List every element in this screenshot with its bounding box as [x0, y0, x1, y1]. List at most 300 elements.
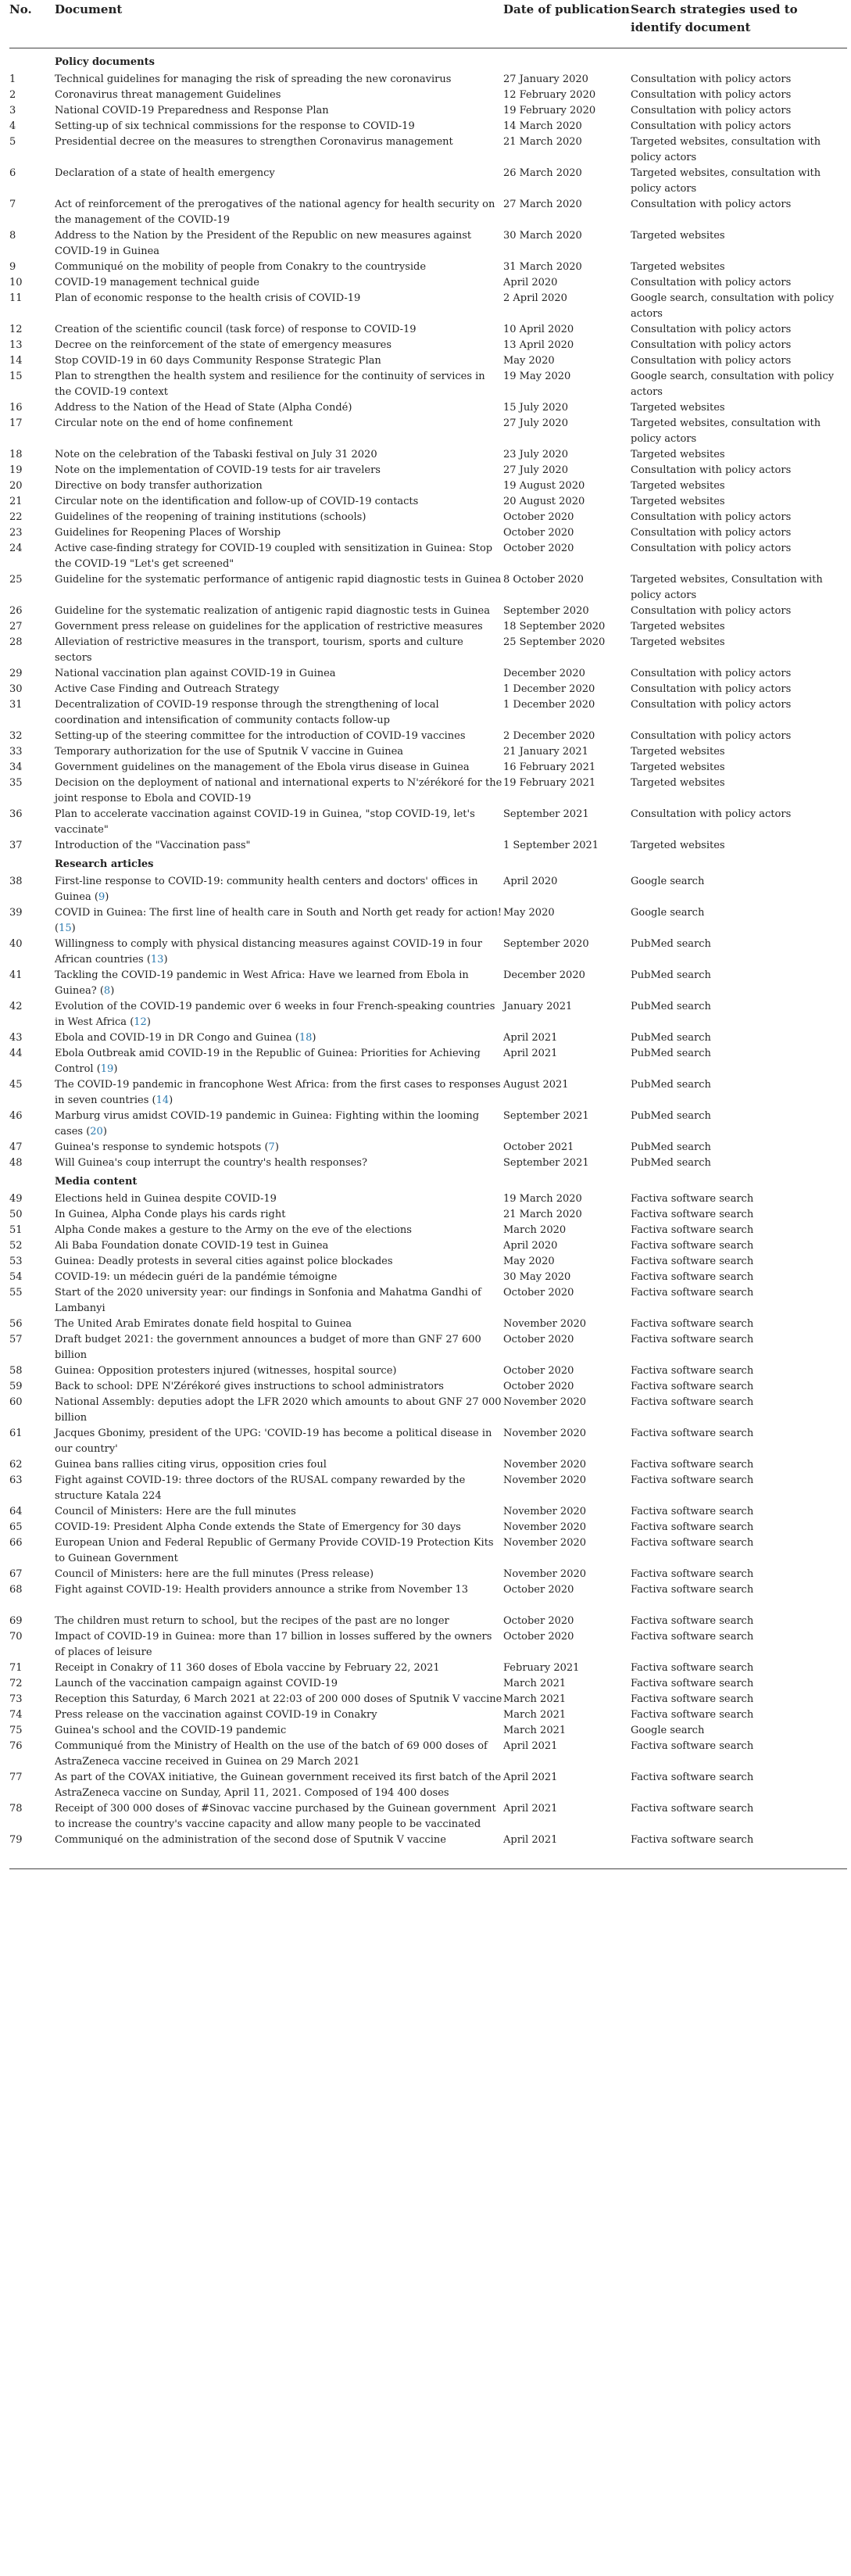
row-date: October 2020 — [503, 1287, 574, 1299]
row-document: Circular note on the end of home confinement — [55, 417, 293, 429]
citation-link[interactable]: 18 — [299, 1032, 313, 1044]
table-row — [9, 541, 847, 572]
row-document: Impact of COVID-19 in Guinea: more than 17 billion in losses suffered by the owners of places of leisure — [55, 1631, 492, 1658]
row-date: October 2020 — [503, 1365, 574, 1377]
section-spacer — [9, 854, 55, 874]
table-row — [9, 776, 847, 807]
row-document: National vaccination plan against COVID-19 in Guinea — [55, 668, 336, 679]
table-row — [9, 635, 847, 666]
row-date: 18 September 2020 — [503, 621, 606, 632]
row-search-strategy: Factiva software search — [631, 1631, 754, 1643]
row-search-strategy: Factiva software search — [631, 1334, 754, 1345]
row-number: 54 — [9, 1271, 23, 1283]
row-number: 41 — [9, 969, 23, 981]
section-row-policy — [9, 48, 847, 73]
row-search-strategy: Consultation with policy actors — [631, 511, 792, 523]
citation-link[interactable]: 14 — [156, 1095, 170, 1106]
row-date: 30 May 2020 — [503, 1271, 571, 1283]
row-document: Ali Baba Foundation donate COVID-19 test in Guinea — [55, 1240, 329, 1252]
row-search-strategy: Consultation with policy actors — [631, 464, 792, 476]
row-document: The COVID-19 pandemic in francophone West Africa: from the first cases to responses in seven countries (14) — [55, 1079, 501, 1106]
row-number: 12 — [9, 324, 23, 335]
row-document: Guinea: Deadly protests in several cities against police blockades — [55, 1256, 393, 1267]
row-document: Plan of economic response to the health crisis of COVID-19 — [55, 292, 361, 304]
row-document: Marburg virus amidst COVID-19 pandemic in Guinea: Fighting within the looming cases (20) — [55, 1110, 480, 1138]
row-date: November 2020 — [503, 1474, 587, 1486]
row-number: 63 — [9, 1474, 23, 1486]
row-search-strategy: Factiva software search — [631, 1381, 754, 1392]
row-search-strategy: Factiva software search — [631, 1537, 754, 1549]
table-row — [9, 682, 847, 697]
row-number: 55 — [9, 1287, 23, 1299]
table-row — [9, 338, 847, 353]
row-number: 51 — [9, 1224, 23, 1236]
row-document: Guidelines of the reopening of training institutions (schools) — [55, 511, 367, 523]
row-document: Launch of the vaccination campaign against COVID-19 — [55, 1678, 338, 1689]
row-search-strategy: Google search — [631, 907, 705, 919]
table-row — [9, 197, 847, 228]
row-date: 27 March 2020 — [503, 199, 582, 210]
row-search-strategy: Targeted websites — [631, 261, 725, 273]
row-search-strategy: Google search — [631, 876, 705, 887]
row-number: 30 — [9, 683, 23, 695]
row-number: 42 — [9, 1001, 23, 1012]
table-row — [9, 260, 847, 275]
row-number: 26 — [9, 605, 23, 617]
row-number: 72 — [9, 1678, 23, 1689]
section-spacer — [9, 48, 55, 73]
table-row — [9, 166, 847, 197]
row-number: 7 — [9, 199, 16, 210]
citation-link[interactable]: 20 — [90, 1126, 103, 1138]
row-date: October 2020 — [503, 1631, 574, 1643]
row-date: August 2021 — [503, 1079, 569, 1091]
row-number: 38 — [9, 876, 23, 887]
row-date: October 2020 — [503, 511, 574, 523]
row-document: Alleviation of restrictive measures in the transport, tourism, sports and culture sectors — [55, 636, 463, 664]
row-date: December 2020 — [503, 969, 585, 981]
row-document: Guidelines for Reopening Places of Worship — [55, 527, 281, 539]
row-date: September 2021 — [503, 1157, 589, 1169]
table-row — [9, 1395, 847, 1426]
row-search-strategy: Targeted websites — [631, 777, 725, 789]
table-row — [9, 1504, 847, 1520]
table-row — [9, 103, 847, 119]
row-document: Government guidelines on the management of the Ebola virus disease in Guinea — [55, 761, 470, 773]
row-document: Start of the 2020 university year: our findings in Sonfonia and Mahatma Gandhi of Lambanyi — [55, 1287, 481, 1314]
row-number: 36 — [9, 808, 23, 820]
table-row — [9, 322, 847, 338]
row-search-strategy: Targeted websites, consultation with policy actors — [631, 136, 821, 163]
row-date: 12 February 2020 — [503, 89, 596, 101]
row-date: 1 December 2020 — [503, 683, 595, 695]
row-document: COVID-19: un médecin guéri de la pandémie témoigne — [55, 1271, 338, 1283]
row-document: Receipt of 300 000 doses of #Sinovac vaccine purchased by the Guinean government to increase the country's vaccine capacity and allow many people to be vaccinated — [55, 1803, 496, 1830]
row-number: 77 — [9, 1772, 23, 1783]
row-search-strategy: PubMed search — [631, 1032, 711, 1044]
row-document: Address to the Nation by the President of the Republic on new measures against COVID-19 in Guinea — [55, 230, 472, 257]
row-date: April 2021 — [503, 1803, 558, 1815]
row-document: Introduction of the "Vaccination pass" — [55, 840, 251, 851]
row-search-strategy: Factiva software search — [631, 1678, 754, 1689]
row-date: 27 July 2020 — [503, 464, 568, 476]
row-date: 14 March 2020 — [503, 120, 582, 132]
row-date: 16 February 2021 — [503, 761, 596, 773]
row-search-strategy: Consultation with policy actors — [631, 605, 792, 617]
table-row — [9, 1317, 847, 1332]
row-document: Coronavirus threat management Guidelines — [55, 89, 281, 101]
table-row — [9, 874, 847, 905]
row-document: National COVID-19 Preparedness and Response Plan — [55, 105, 329, 116]
citation-link[interactable]: 19 — [100, 1063, 114, 1075]
table-row — [9, 666, 847, 682]
row-number: 15 — [9, 371, 23, 382]
section-title: Policy documents — [55, 56, 155, 68]
row-date: November 2020 — [503, 1396, 587, 1408]
table-row — [9, 1223, 847, 1238]
row-search-strategy: PubMed search — [631, 1110, 711, 1122]
table-row — [9, 1140, 847, 1155]
row-document: Press release on the vaccination against COVID-19 in Conakry — [55, 1709, 377, 1721]
row-number: 17 — [9, 417, 23, 429]
row-document: Tackling the COVID-19 pandemic in West Africa: Have we learned from Ebola in Guinea? (8) — [55, 969, 469, 997]
table-row — [9, 416, 847, 447]
table-row — [9, 1473, 847, 1504]
row-date: December 2020 — [503, 668, 585, 679]
row-search-strategy: Targeted websites — [631, 402, 725, 414]
row-search-strategy: Consultation with policy actors — [631, 339, 792, 351]
row-date: 25 September 2020 — [503, 636, 606, 648]
row-number: 50 — [9, 1209, 23, 1220]
row-number: 59 — [9, 1381, 23, 1392]
table-row — [9, 1676, 847, 1692]
row-number: 64 — [9, 1506, 23, 1517]
table-row — [9, 905, 847, 937]
row-date: 19 August 2020 — [503, 480, 585, 492]
row-search-strategy: Consultation with policy actors — [631, 355, 792, 367]
table-row — [9, 760, 847, 776]
row-search-strategy: Consultation with policy actors — [631, 277, 792, 288]
row-search-strategy: Consultation with policy actors — [631, 808, 792, 820]
row-date: May 2020 — [503, 355, 555, 367]
row-number: 57 — [9, 1334, 23, 1345]
row-document: The United Arab Emirates donate field hospital to Guinea — [55, 1318, 352, 1330]
row-number: 78 — [9, 1803, 23, 1815]
table-row — [9, 729, 847, 744]
table-row — [9, 1285, 847, 1317]
table-row — [9, 1629, 847, 1661]
header-date: Date of publication — [503, 0, 631, 48]
row-number: 8 — [9, 230, 16, 242]
row-number: 29 — [9, 668, 23, 679]
row-search-strategy: Factiva software search — [631, 1772, 754, 1783]
citation-link[interactable]: 7 — [268, 1141, 275, 1153]
row-date: 1 December 2020 — [503, 699, 595, 711]
row-document: Setting-up of the steering committee for the introduction of COVID-19 vaccines — [55, 730, 466, 742]
row-document: Willingness to comply with physical distancing measures against COVID-19 in four African countries (13) — [55, 938, 482, 966]
table-row — [9, 72, 847, 88]
row-date: 15 July 2020 — [503, 402, 568, 414]
row-search-strategy: PubMed search — [631, 1001, 711, 1012]
row-number: 79 — [9, 1833, 55, 1869]
row-number: 5 — [9, 136, 16, 148]
row-number: 65 — [9, 1521, 23, 1533]
row-date: November 2020 — [503, 1428, 587, 1439]
row-date: April 2021 — [503, 1833, 631, 1869]
table-header — [9, 0, 847, 48]
row-document: Guideline for the systematic realization of antigenic rapid diagnostic tests in Guinea — [55, 605, 490, 617]
row-search-strategy: Factiva software search — [631, 1506, 754, 1517]
row-document: First-line response to COVID-19: community health centers and doctors' offices in Guinea (9) — [55, 876, 478, 903]
row-date: 31 March 2020 — [503, 261, 582, 273]
row-number: 22 — [9, 511, 23, 523]
row-document: COVID-19 management technical guide — [55, 277, 259, 288]
table-row — [9, 369, 847, 400]
header-no: No. — [9, 0, 55, 48]
row-date: September 2021 — [503, 808, 589, 820]
row-search-strategy: Factiva software search — [631, 1521, 754, 1533]
table-row — [9, 1520, 847, 1535]
row-number: 53 — [9, 1256, 23, 1267]
row-date: 30 March 2020 — [503, 230, 582, 242]
row-number: 20 — [9, 480, 23, 492]
row-number: 9 — [9, 261, 16, 273]
section-row-media — [9, 1171, 847, 1191]
row-number: 70 — [9, 1631, 23, 1643]
row-date: 21 March 2020 — [503, 1209, 582, 1220]
table-body — [9, 48, 847, 1869]
row-number: 35 — [9, 777, 23, 789]
table-row — [9, 1426, 847, 1457]
row-document: Reception this Saturday, 6 March 2021 at 22:03 of 200 000 doses of Sputnik V vaccine — [55, 1693, 502, 1705]
row-number: 60 — [9, 1396, 23, 1408]
row-number: 3 — [9, 105, 16, 116]
row-document: Guinea's school and the COVID-19 pandemic — [55, 1725, 287, 1736]
row-number: 74 — [9, 1709, 23, 1721]
table-row — [9, 604, 847, 619]
table-row — [9, 744, 847, 760]
table-row — [9, 228, 847, 260]
row-number: 69 — [9, 1615, 23, 1627]
row-date: October 2020 — [503, 1334, 574, 1345]
row-number: 61 — [9, 1428, 23, 1439]
row-search-strategy: Factiva software search — [631, 1240, 754, 1252]
row-search-strategy: Targeted websites, consultation with policy actors — [631, 167, 821, 195]
row-number: 21 — [9, 496, 23, 507]
table-row — [9, 1770, 847, 1801]
table-row — [9, 1379, 847, 1395]
row-document: Act of reinforcement of the prerogatives of the national agency for health security on the management of the COVID-19 — [55, 199, 495, 226]
row-number: 19 — [9, 464, 23, 476]
row-document: Jacques Gbonimy, president of the UPG: 'COVID-19 has become a political disease in our country' — [55, 1428, 492, 1455]
row-document: Decree on the reinforcement of the state of emergency measures — [55, 339, 392, 351]
row-document: COVID-19: President Alpha Conde extends the State of Emergency for 30 days — [55, 1521, 461, 1533]
row-search-strategy: Targeted websites, Consultation with policy actors — [631, 574, 823, 601]
row-document: Declaration of a state of health emergency — [55, 167, 275, 179]
row-document: Note on the celebration of the Tabaski festival on July 31 2020 — [55, 449, 377, 460]
row-document: National Assembly: deputies adopt the LFR 2020 which amounts to about GNF 27 000 billion — [55, 1396, 502, 1424]
row-date: 27 January 2020 — [503, 73, 588, 85]
row-date: September 2020 — [503, 605, 589, 617]
row-search-strategy: Targeted websites — [631, 746, 725, 758]
row-number: 56 — [9, 1318, 23, 1330]
row-date: April 2021 — [503, 1772, 558, 1783]
row-number: 76 — [9, 1740, 23, 1752]
row-document: Ebola and COVID-19 in DR Congo and Guinea (18) — [55, 1032, 316, 1044]
row-document: Alpha Conde makes a gesture to the Army on the eve of the elections — [55, 1224, 412, 1236]
table-row — [9, 119, 847, 134]
row-number: 14 — [9, 355, 23, 367]
citation-link[interactable]: 13 — [150, 954, 164, 966]
row-document: Plan to strengthen the health system and resilience for the continuity of services in the COVID-19 context — [55, 371, 485, 398]
table-row — [9, 494, 847, 510]
row-number: 71 — [9, 1662, 23, 1674]
row-number: 16 — [9, 402, 23, 414]
row-document: European Union and Federal Republic of Germany Provide COVID-19 Protection Kits to Guinean Government — [55, 1537, 494, 1564]
row-search-strategy: Factiva software search — [631, 1224, 754, 1236]
row-search-strategy: Factiva software search — [631, 1615, 754, 1627]
row-search-strategy: PubMed search — [631, 1048, 711, 1059]
row-search-strategy: Google search, consultation with policy actors — [631, 292, 835, 320]
table-row — [9, 968, 847, 999]
row-document: As part of the COVAX initiative, the Guinean government received its first batch of the AstraZeneca vaccine on Sunday, April 11, 2021. Composed of 194 400 doses — [55, 1772, 502, 1799]
row-number: 62 — [9, 1459, 23, 1471]
table-row — [9, 1582, 847, 1614]
row-search-strategy: Factiva software search — [631, 1474, 754, 1486]
row-number: 68 — [9, 1584, 23, 1596]
row-date: March 2021 — [503, 1709, 567, 1721]
row-number: 32 — [9, 730, 23, 742]
row-search-strategy: Targeted websites — [631, 840, 725, 851]
row-number: 58 — [9, 1365, 23, 1377]
row-number: 33 — [9, 746, 23, 758]
row-search-strategy: Consultation with policy actors — [631, 89, 792, 101]
row-number: 18 — [9, 449, 23, 460]
row-search-strategy: PubMed search — [631, 1157, 711, 1169]
row-document: Active Case Finding and Outreach Strategy — [55, 683, 280, 695]
row-date: 19 February 2021 — [503, 777, 596, 789]
row-document: Elections held in Guinea despite COVID-19 — [55, 1193, 277, 1205]
table-row — [9, 510, 847, 525]
row-document: Back to school: DPE N'Zérékoré gives instructions to school administrators — [55, 1381, 444, 1392]
table-row — [9, 1707, 847, 1723]
row-search-strategy: Consultation with policy actors — [631, 527, 792, 539]
row-date: November 2020 — [503, 1537, 587, 1549]
row-number: 73 — [9, 1693, 23, 1705]
table-row — [9, 1363, 847, 1379]
row-search-strategy: Targeted websites — [631, 761, 725, 773]
row-search-strategy: Targeted websites, consultation with policy actors — [631, 417, 821, 445]
table-row — [9, 134, 847, 166]
row-date: 1 September 2021 — [503, 840, 599, 851]
row-date: March 2021 — [503, 1693, 567, 1705]
table-row — [9, 999, 847, 1030]
row-search-strategy: PubMed search — [631, 1141, 711, 1153]
row-date: October 2020 — [503, 527, 574, 539]
row-date: April 2021 — [503, 1032, 558, 1044]
row-search-strategy: Consultation with policy actors — [631, 120, 792, 132]
citation-link[interactable]: 8 — [103, 985, 111, 997]
row-document: Communiqué from the Ministry of Health on the use of the batch of 69 000 doses of AstraZeneca vaccine received in Guinea on 29 March 2021 — [55, 1740, 488, 1768]
row-document: Council of Ministers: here are the full minutes (Press release) — [55, 1568, 374, 1580]
row-date: April 2021 — [503, 1048, 558, 1059]
row-search-strategy: PubMed search — [631, 969, 711, 981]
row-search-strategy: Factiva software search — [631, 1662, 754, 1674]
row-document: Guinea bans rallies citing virus, opposition cries foul — [55, 1459, 327, 1471]
table-row — [9, 1833, 847, 1869]
table-row — [9, 1191, 847, 1207]
row-search-strategy: Factiva software search — [631, 1193, 754, 1205]
row-number: 25 — [9, 574, 23, 586]
row-document: Directive on body transfer authorization — [55, 480, 263, 492]
row-document: Address to the Nation of the Head of State (Alpha Condé) — [55, 402, 352, 414]
row-date: October 2020 — [503, 543, 574, 554]
row-date: April 2021 — [503, 1740, 558, 1752]
row-document: Note on the implementation of COVID-19 tests for air travelers — [55, 464, 381, 476]
table-row — [9, 1109, 847, 1140]
row-document: Draft budget 2021: the government announces a budget of more than GNF 27 600 billion — [55, 1334, 481, 1361]
citation-link[interactable]: 12 — [134, 1016, 147, 1028]
row-search-strategy: Google search — [631, 1725, 705, 1736]
row-date: 10 April 2020 — [503, 324, 574, 335]
row-search-strategy: PubMed search — [631, 1079, 711, 1091]
row-number: 10 — [9, 277, 23, 288]
row-number: 66 — [9, 1537, 23, 1549]
row-number: 27 — [9, 621, 23, 632]
citation-link[interactable]: 15 — [59, 923, 72, 934]
row-number: 48 — [9, 1157, 23, 1169]
row-document: Active case-finding strategy for COVID-19 coupled with sensitization in Guinea: Stop the COVID-19 "Let's get screened" — [55, 543, 493, 570]
table-row — [9, 463, 847, 478]
row-document: Council of Ministers: Here are the full minutes — [55, 1506, 296, 1517]
row-document: Receipt in Conakry of 11 360 doses of Ebola vaccine by February 22, 2021 — [55, 1662, 440, 1674]
table-row — [9, 400, 847, 416]
row-document: Temporary authorization for the use of Sputnik V vaccine in Guinea — [55, 746, 404, 758]
row-search-strategy: Consultation with policy actors — [631, 699, 792, 711]
row-document: In Guinea, Alpha Conde plays his cards right — [55, 1209, 286, 1220]
row-search-strategy: Factiva software search — [631, 1568, 754, 1580]
row-search-strategy: Factiva software search — [631, 1318, 754, 1330]
row-search-strategy: Factiva software search — [631, 1459, 754, 1471]
row-search-strategy: Factiva software search — [631, 1709, 754, 1721]
row-date: November 2020 — [503, 1459, 587, 1471]
row-search-strategy: Consultation with policy actors — [631, 543, 792, 554]
table-row — [9, 807, 847, 838]
row-document: Guideline for the systematic performance of antigenic rapid diagnostic tests in Guinea — [55, 574, 502, 586]
row-search-strategy: Consultation with policy actors — [631, 668, 792, 679]
table-row — [9, 1155, 847, 1171]
section-title: Research articles — [55, 858, 154, 870]
table-row — [9, 1207, 847, 1223]
row-number: 37 — [9, 840, 23, 851]
table-row — [9, 478, 847, 494]
row-date: 19 March 2020 — [503, 1193, 582, 1205]
row-search-strategy: Factiva software search — [631, 1287, 754, 1299]
citation-link[interactable]: 9 — [98, 891, 105, 903]
row-document: Will Guinea's coup interrupt the country's health responses? — [55, 1157, 367, 1169]
row-date: May 2020 — [503, 907, 555, 919]
table-row — [9, 1254, 847, 1270]
row-document: Stop COVID-19 in 60 days Community Response Strategic Plan — [55, 355, 381, 367]
row-number: 6 — [9, 167, 16, 179]
row-date: 23 July 2020 — [503, 449, 568, 460]
row-number: 47 — [9, 1141, 23, 1153]
row-search-strategy: PubMed search — [631, 938, 711, 950]
row-search-strategy: Consultation with policy actors — [631, 105, 792, 116]
row-number: 31 — [9, 699, 23, 711]
table-row — [9, 525, 847, 541]
table-row — [9, 291, 847, 322]
